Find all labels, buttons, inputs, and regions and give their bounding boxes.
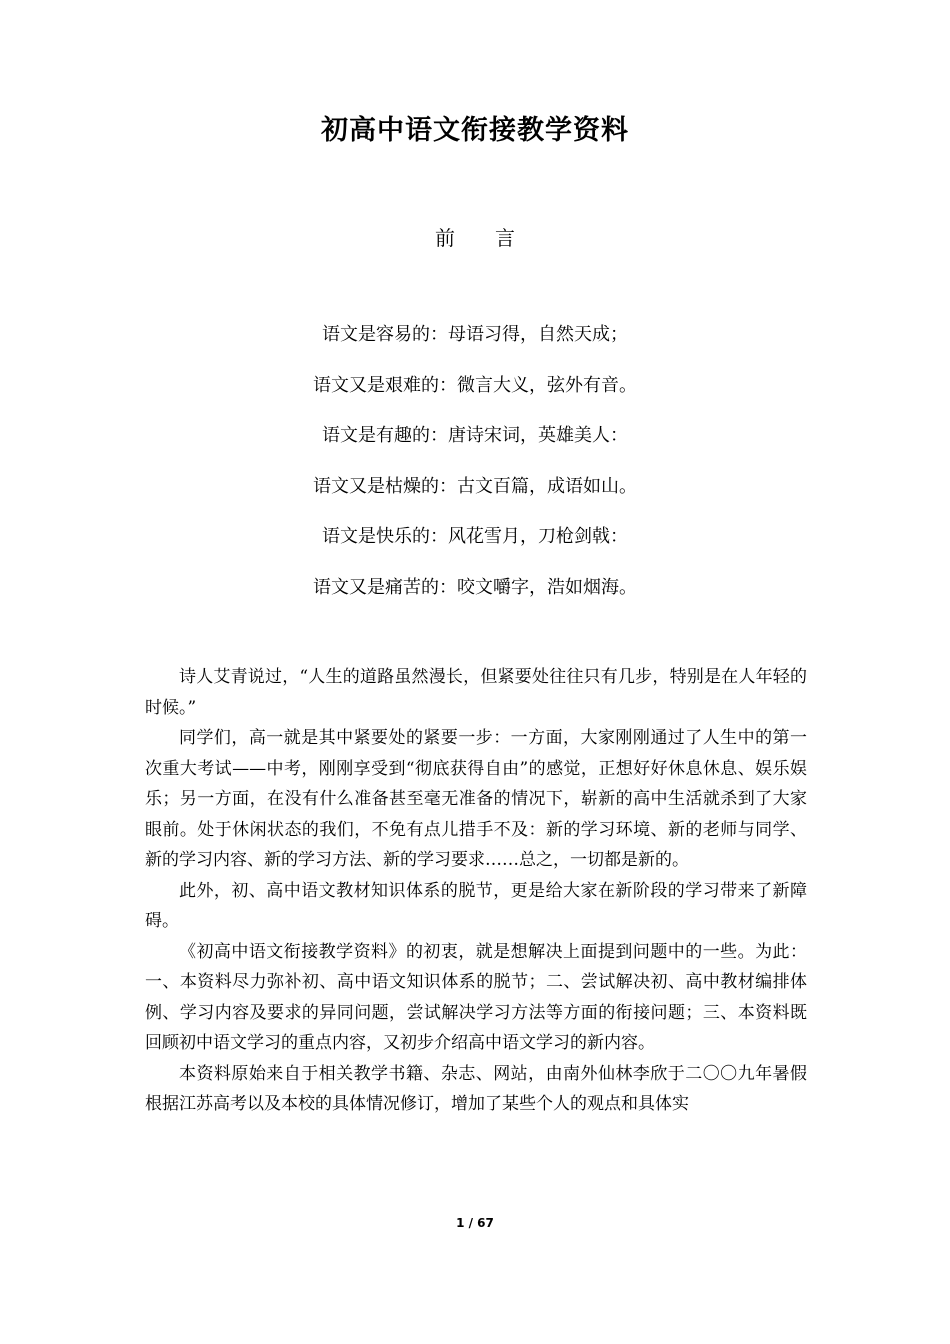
paragraph: 同学们，高一就是其中紧要处的紧要一步：一方面，大家刚刚通过了人生中的第一次重大考试——中考，刚刚享受到“彻底获得自由”的感觉，正想好好休息休息、娱乐娱乐；另一方面，在没有什么准备甚至毫无准备的情况下，崭新的高中生活就杀到了大家眼前。处于休闲状态的我们，不免有点儿措手不及：新的学习环境、新的老师与同学、新的学习内容、新的学习方法、新的学习要求……总之，一切都是新的。 <box>145 728 807 870</box>
paragraph: 本资料原始来自于相关教学书籍、杂志、网站，由南外仙林李欣于二〇〇九年暑假根据江苏高考以及本校的具体情况修订，增加了某些个人的观点和具体实 <box>145 1063 807 1114</box>
poem-block <box>0 320 950 623</box>
document-title: 初高中语文衔接教学资料 <box>321 115 629 146</box>
poem-line: 语文是容易的：母语习得，自然天成； <box>322 324 628 345</box>
page-indicator: 1 / 67 <box>456 1216 494 1230</box>
poem-line: 语文又是枯燥的：古文百篇，成语如山。 <box>313 475 637 497</box>
poem-line: 语文是有趣的：唐诗宋词，英雄美人： <box>322 425 628 446</box>
body-text <box>145 662 807 1120</box>
preface-heading: 前言 <box>435 226 555 250</box>
paragraph: 《初高中语文衔接教学资料》的初衷，就是想解决上面提到问题中的一些。为此：一、本资料尽力弥补初、高中语文知识体系的脱节；二、尝试解决初、高中教材编排体例、学习内容及要求的异同问题，尝试解决学习方法等方面的衔接问题；三、本资料既回顾初中语文学习的重点内容，又初步介绍高中语文学习的新内容。 <box>145 941 807 1053</box>
poem-line: 语文是快乐的：风花雪月，刀枪剑戟： <box>322 526 628 547</box>
poem-line: 语文又是痛苦的：咬文嚼字，浩如烟海。 <box>313 576 637 598</box>
paragraph: 诗人艾青说过，“人生的道路虽然漫长，但紧要处往往只有几步，特别是在人年轻的时候。” <box>145 667 807 718</box>
poem-line: 语文又是艰难的：微言大义，弦外有音。 <box>313 374 637 396</box>
paragraph: 此外，初、高中语文教材知识体系的脱节，更是给大家在新阶段的学习带来了新障碍。 <box>145 880 807 931</box>
